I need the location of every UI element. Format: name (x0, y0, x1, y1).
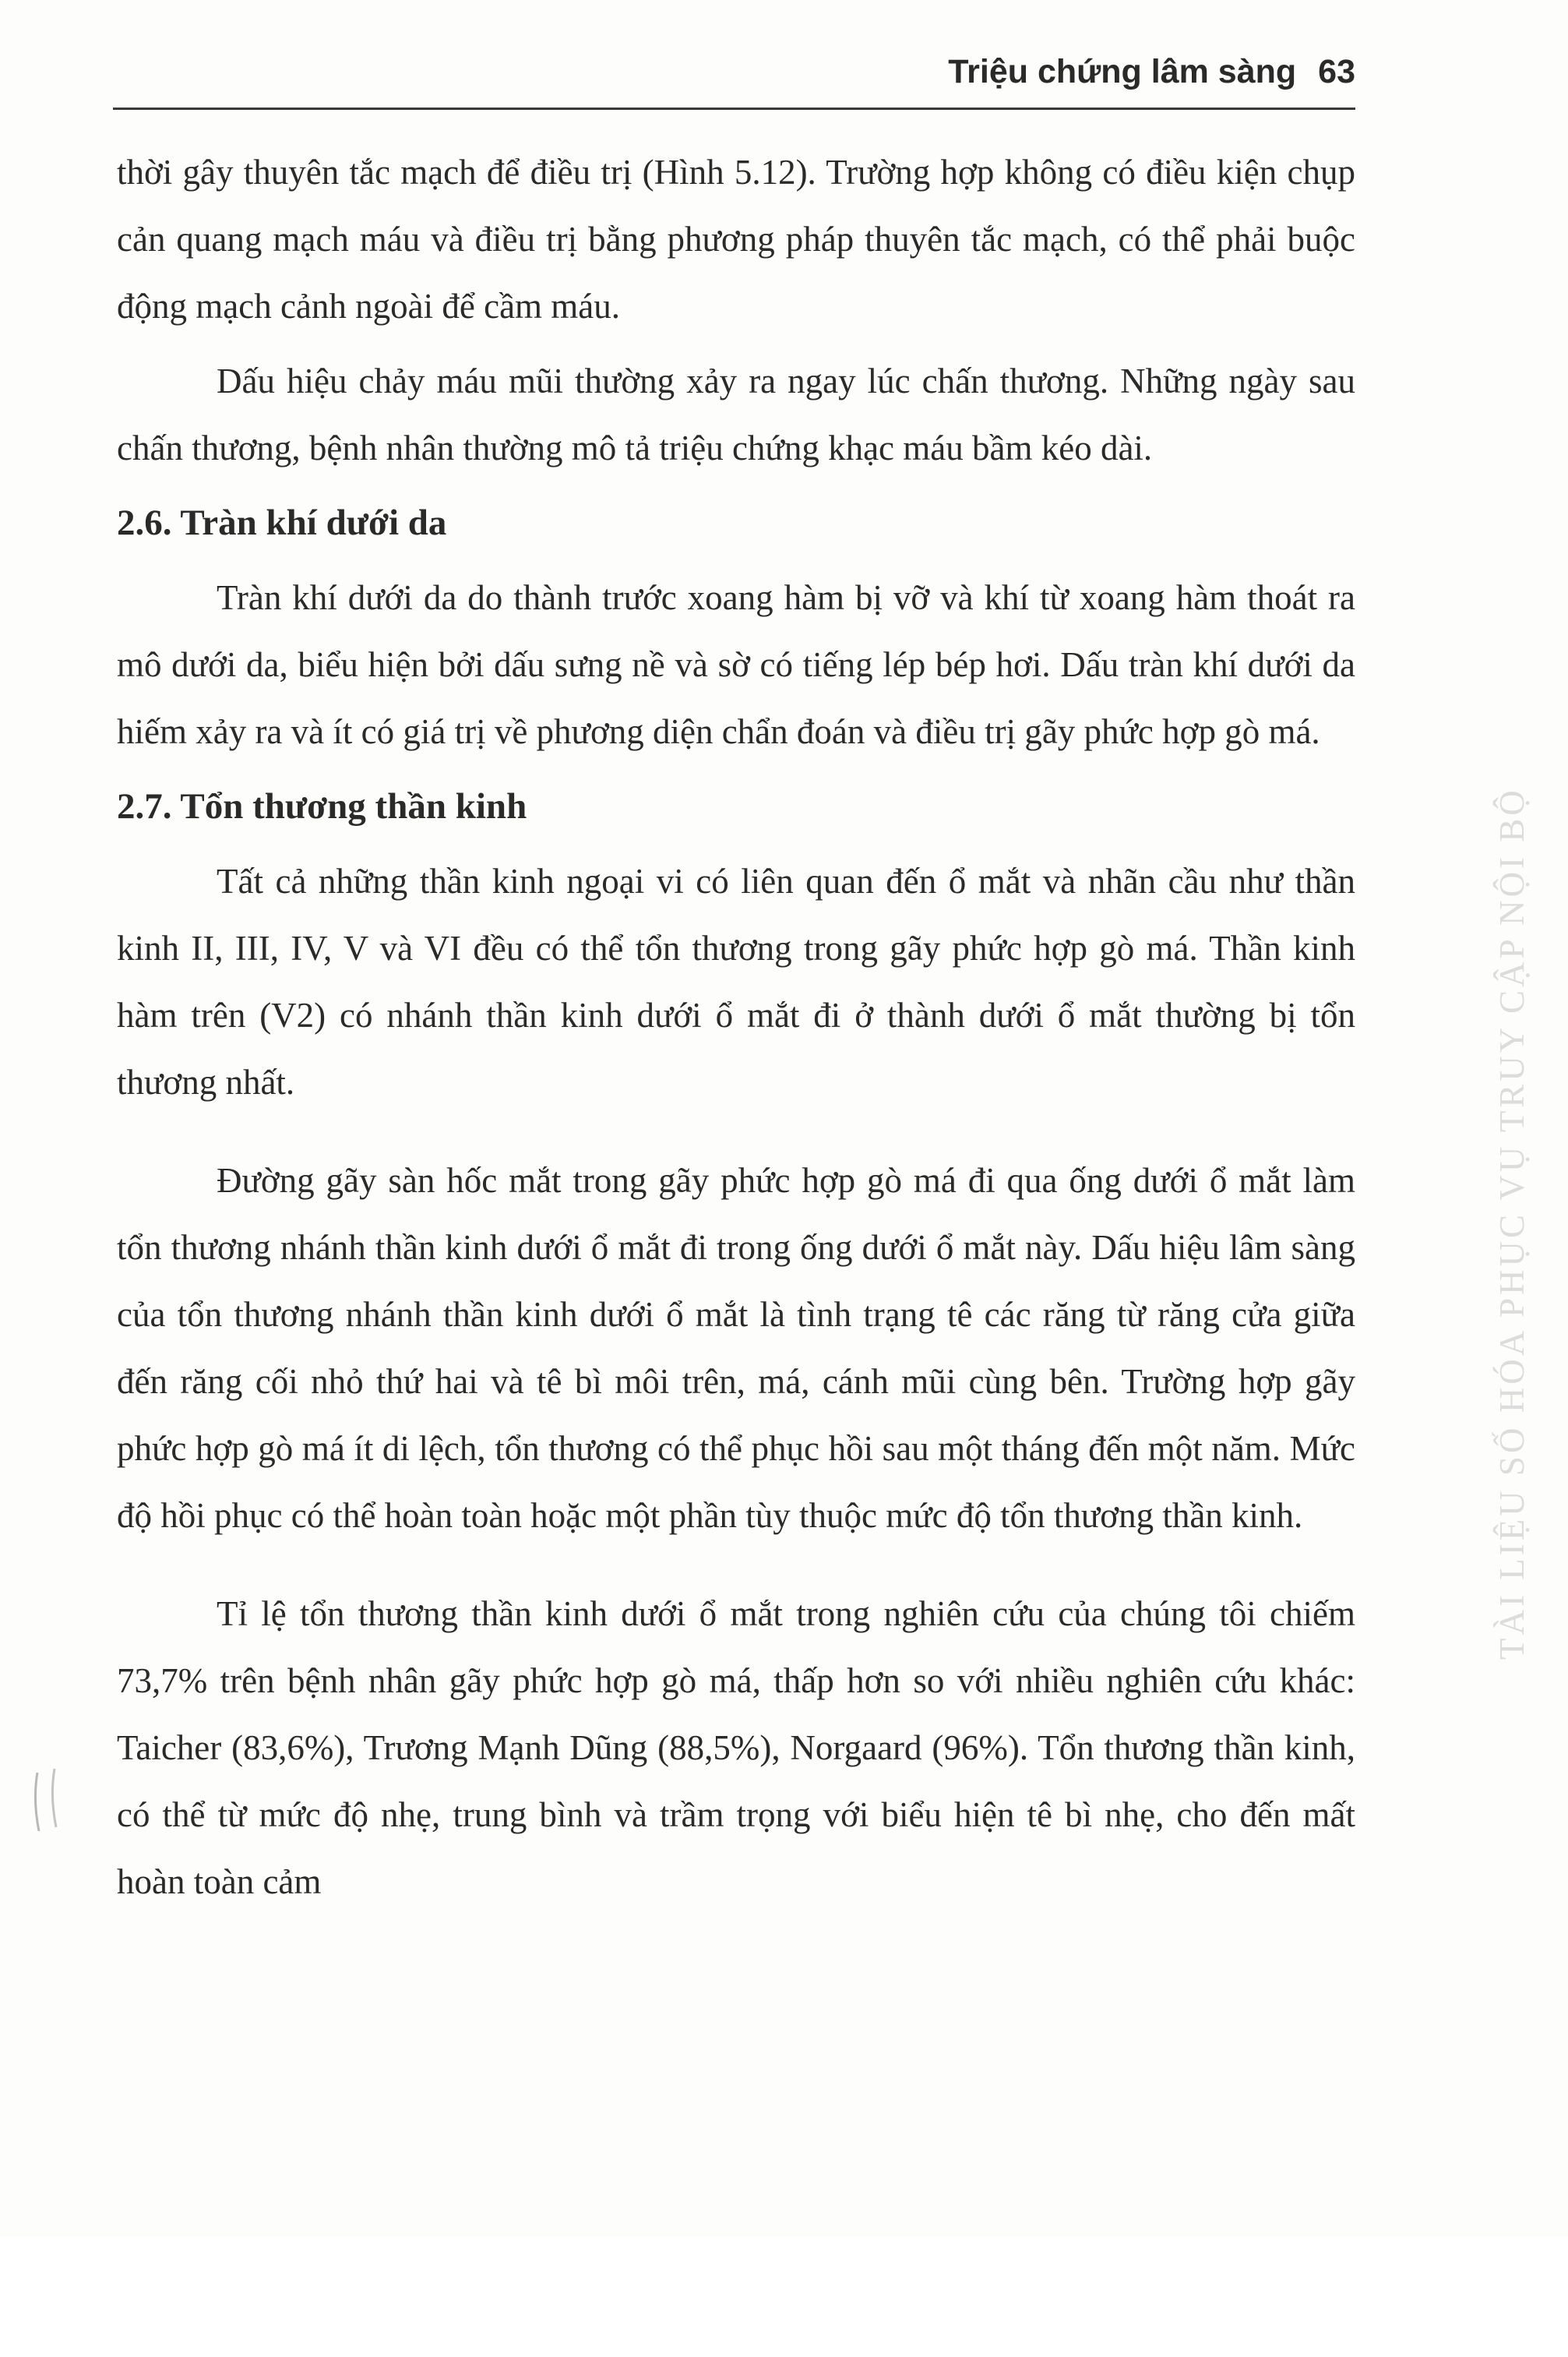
library-watermark: TÀI LIỆU SỐ HÓA PHỤC VỤ TRUY CẬP NỘI BỘ (1492, 787, 1531, 1660)
page-body (117, 139, 1355, 1946)
section-heading-2-7: 2.7. Tổn thương thần kinh (117, 786, 527, 827)
chapter-title: Triệu chứng lâm sàng (948, 53, 1297, 90)
paragraph-emphysema: Tràn khí dưới da do thành trước xoang hàm bị vỡ và khí từ xoang hàm thoát ra mô dưới da, biểu hiện bởi dấu sưng nề và sờ có tiếng lép bép hơi. Dấu tràn khí dưới da hiếm xảy ra và ít có giá trị về phương diện chẩn đoán và điều trị gãy phức hợp gò má. (117, 578, 1355, 751)
paragraph-nosebleed: Dấu hiệu chảy máu mũi thường xảy ra ngay lúc chấn thương. Những ngày sau chấn thương, bệnh nhân thường mô tả triệu chứng khạc máu bầm kéo dài. (117, 362, 1355, 468)
paragraph-continuation: thời gây thuyên tắc mạch để điều trị (Hình 5.12). Trường hợp không có điều kiện chụp cản quang mạch máu và điều trị bằng phương pháp thuyên tắc mạch, có thể phải buộc động mạch cảnh ngoài để cầm máu. (117, 153, 1355, 326)
paragraph-statistics: Tỉ lệ tổn thương thần kinh dưới ổ mắt trong nghiên cứu của chúng tôi chiếm 73,7% trên bệnh nhân gãy phức hợp gò má, thấp hơn so với nhiều nghiên cứu khác: Taicher (83,6%), Trương Mạnh Dũng (88,5%), Norgaard (96%). Tổn thương thần kinh, có thể từ mức độ nhẹ, trung bình và trầm trọng với biểu hiện tê bì nhẹ, cho đến mất hoàn toàn cảm (117, 1594, 1355, 1901)
header-text (948, 53, 1355, 91)
paragraph-nerves: Tất cả những thần kinh ngoại vi có liên quan đến ổ mắt và nhãn cầu như thần kinh II, III, IV, V và VI đều có thể tổn thương trong gãy phức hợp gò má. Thần kinh hàm trên (V2) có nhánh thần kinh dưới ổ mắt đi ở thành dưới ổ mắt thường bị tổn thương nhất. (117, 862, 1355, 1102)
scan-bottom-edge (0, 2236, 1568, 2357)
page-number: 63 (1318, 53, 1355, 90)
paragraph-fracture-line: Đường gãy sàn hốc mắt trong gãy phức hợp gò má đi qua ống dưới ổ mắt làm tổn thương nhánh thần kinh dưới ổ mắt đi trong ống dưới ổ mắt này. Dấu hiệu lâm sàng của tổn thương nhánh thần kinh dưới ổ mắt là tình trạng tê các răng từ răng cửa giữa đến răng cối nhỏ thứ hai và tê bì môi trên, má, cánh mũi cùng bên. Trường hợp gãy phức hợp gò má ít di lệch, tổn thương có thể phục hồi sau một tháng đến một năm. Mức độ hồi phục có thể hoàn toàn hoặc một phần tùy thuộc mức độ tổn thương thần kinh. (117, 1161, 1355, 1535)
running-header (113, 45, 1355, 110)
section-heading-2-6: 2.6. Tràn khí dưới da (117, 503, 447, 543)
pencil-margin-mark (23, 1765, 78, 1835)
